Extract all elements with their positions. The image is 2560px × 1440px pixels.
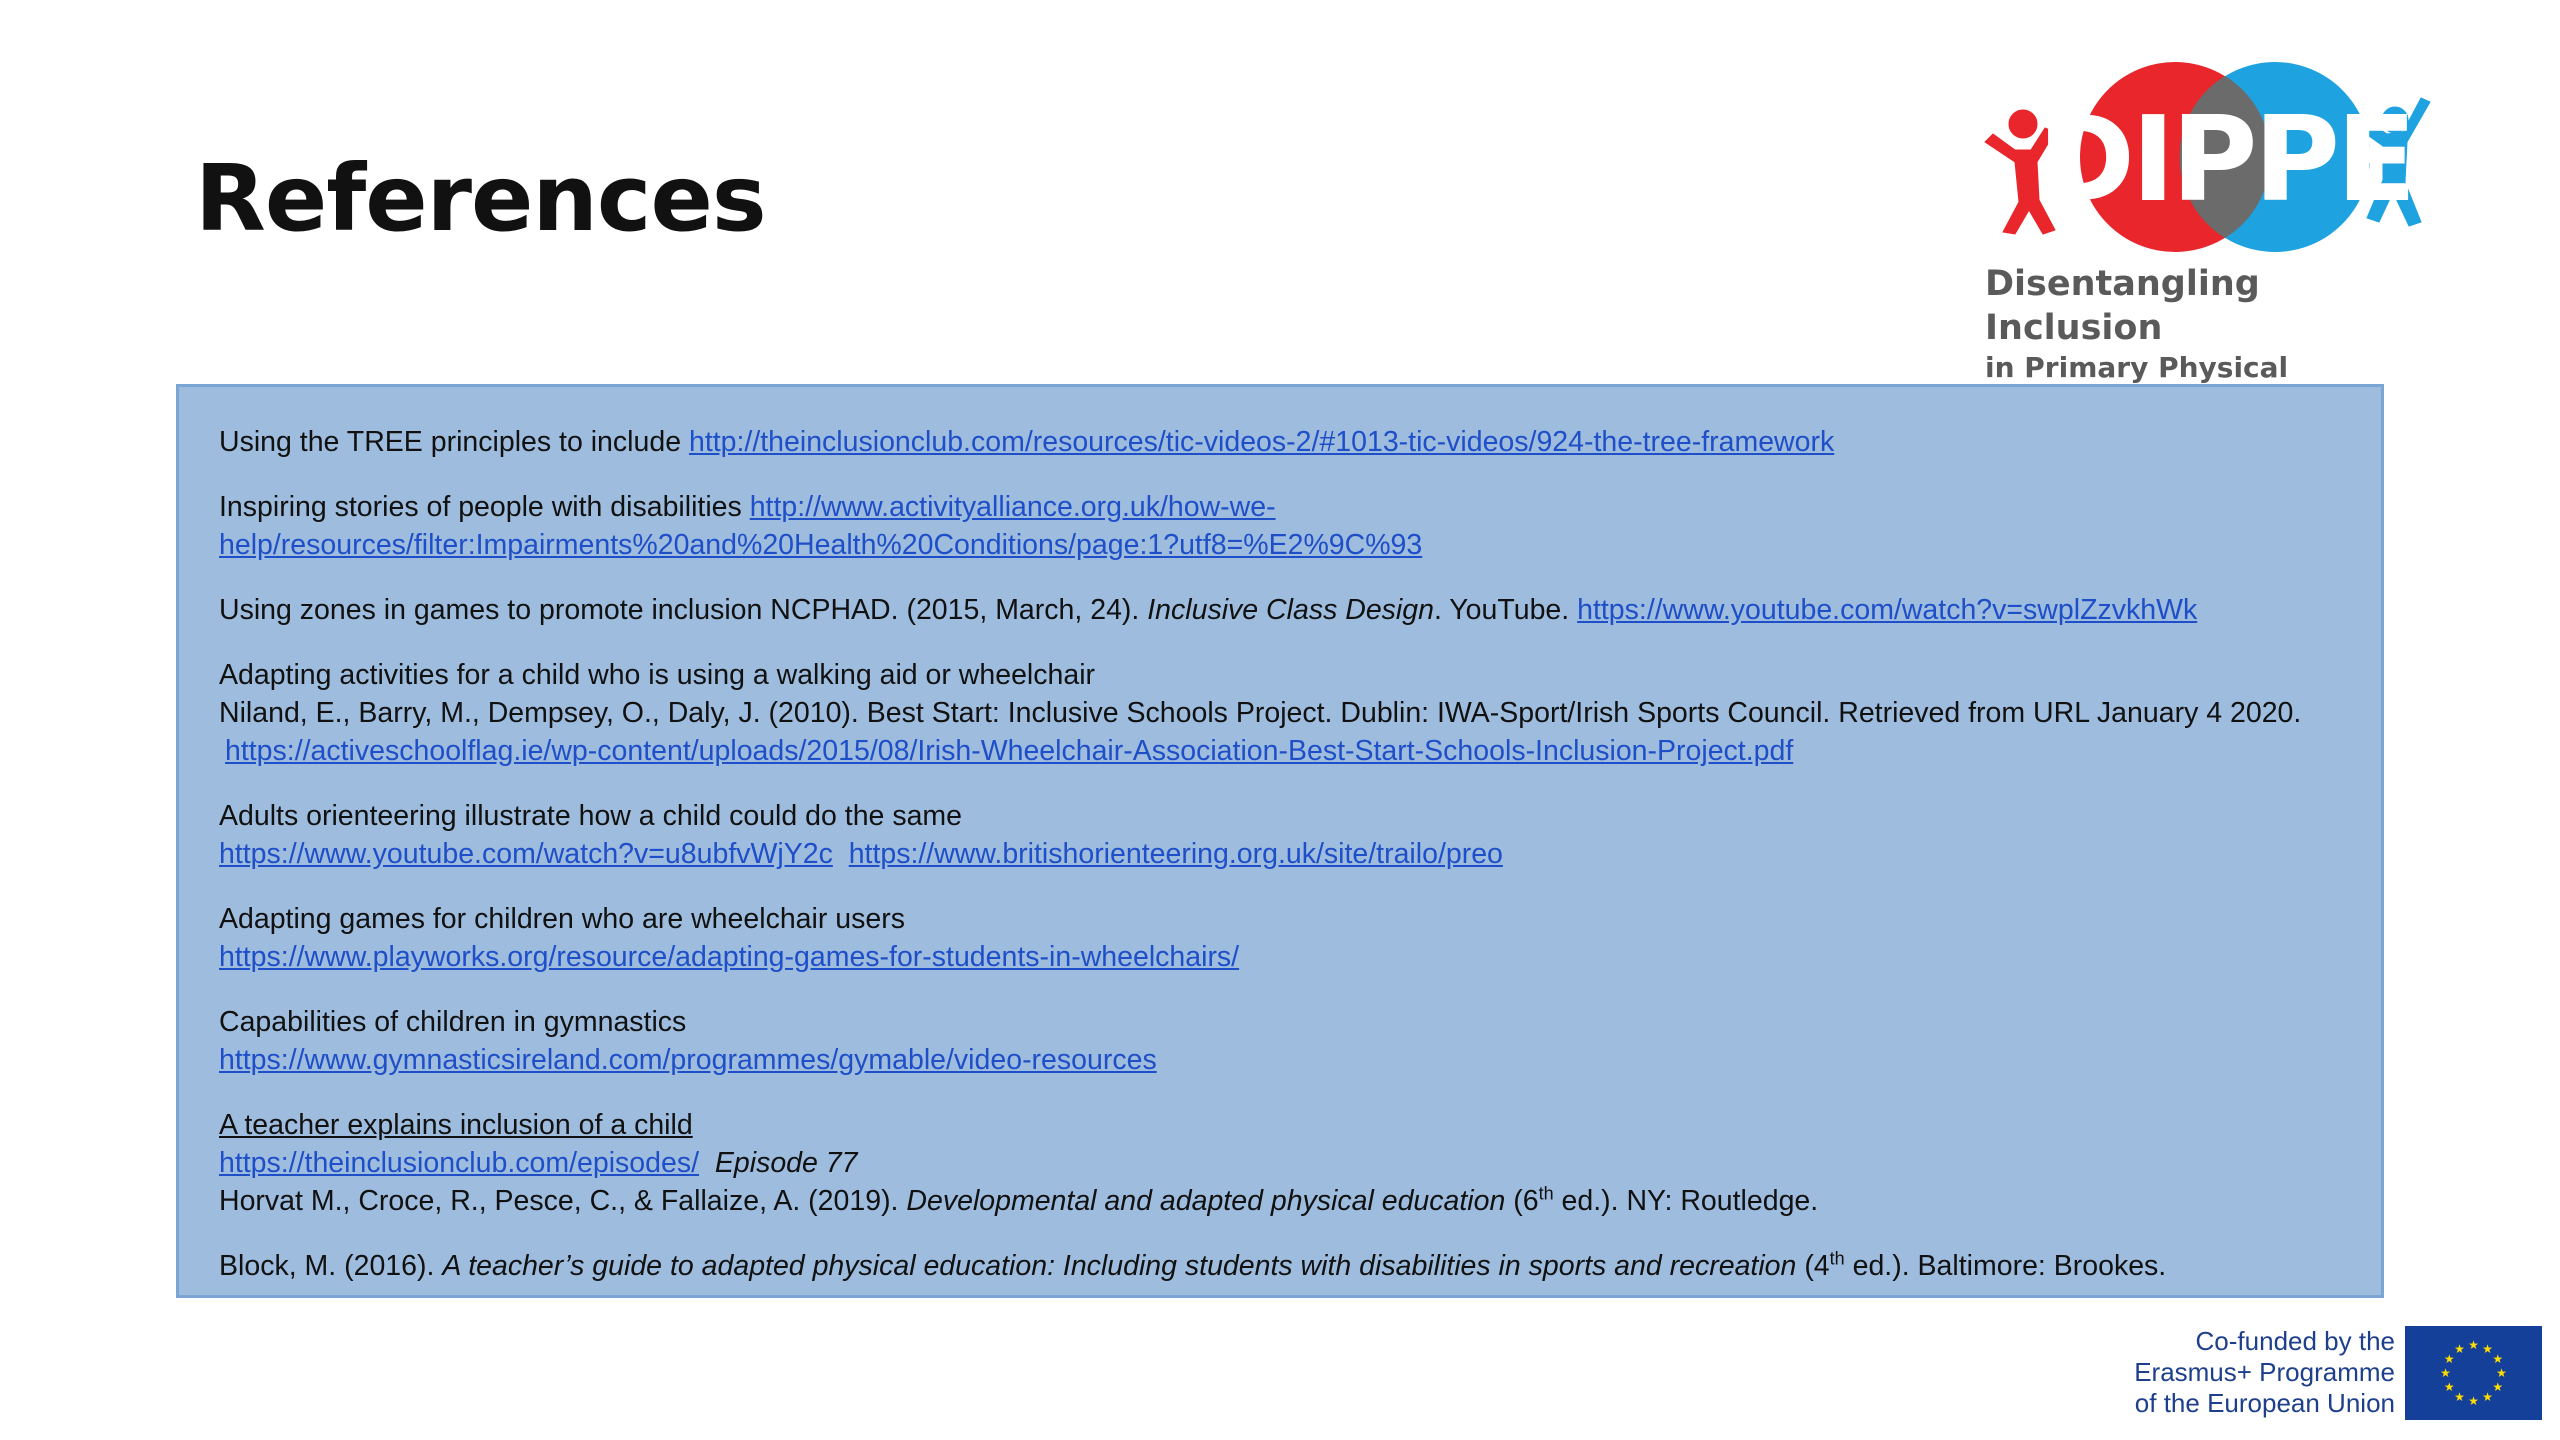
logo-wordmark: DIPPE [2037, 90, 2413, 228]
reference-title: Inclusive Class Design [1147, 594, 1434, 626]
reference-label: Adults orienteering illustrate how a child could do the same [219, 800, 963, 832]
eu-star-icon: ★ [2496, 1366, 2507, 1380]
reference-text: Block, M. (2016). [219, 1250, 435, 1282]
reference-item [219, 797, 2349, 873]
dippe-logo-mark [1975, 62, 2435, 262]
reference-link[interactable]: http://theinclusionclub.com/resources/tic-videos-2/#1013-tic-videos/924-the-tree-framework [688, 426, 1835, 458]
reference-title: Developmental and adapted physical education [906, 1185, 1506, 1217]
reference-link-continued[interactable]: help/resources/filter:Impairments%20and%20Health%20Conditions/page:1?utf8=%E2%9C%93 [219, 529, 1423, 561]
reference-text: (4 [1804, 1250, 1830, 1282]
reference-link[interactable]: http://www.activityalliance.org.uk/how-we- [749, 491, 1276, 523]
reference-label: A teacher explains inclusion of a child [219, 1109, 693, 1141]
reference-superscript: th [1538, 1183, 1554, 1204]
eu-star-icon: ★ [2468, 1338, 2479, 1352]
references-list [219, 423, 2349, 1312]
reference-link[interactable]: https://www.youtube.com/watch?v=u8ubfvWjY2c [219, 838, 833, 870]
reference-link[interactable]: https://activeschoolflag.ie/wp-content/uploads/2015/08/Irish-Wheelchair-Association-Best-Start-Schools-Inclusion-Project.pdf [225, 735, 1794, 767]
reference-citation: Niland, E., Barry, M., Dempsey, O., Daly, J. (2010). Best Start: Inclusive Schools Project. Dublin: IWA-Sport/Irish Sports Council. Retrieved from URL January 4 2020. [219, 697, 2302, 729]
eu-star-icon: ★ [2492, 1380, 2504, 1394]
reference-item [219, 1106, 2349, 1220]
eu-text-line3: of the European Union [2134, 1388, 2395, 1418]
reference-superscript: th [1829, 1248, 1845, 1269]
eu-star-icon: ★ [2454, 1341, 2465, 1356]
references-box [176, 384, 2384, 1298]
reference-link[interactable]: https://www.britishorienteering.org.uk/site/trailo/preo [848, 838, 1503, 870]
reference-label: Inspiring stories of people with disabilities [219, 491, 742, 523]
eu-text-line1: Co-funded by the [2195, 1326, 2395, 1356]
eu-star-icon: ★ [2492, 1352, 2504, 1366]
reference-item [219, 488, 2349, 564]
reference-text: . YouTube. [1433, 594, 1570, 626]
reference-label: Adapting activities for a child who is using a walking aid or wheelchair [219, 659, 1096, 691]
reference-link[interactable]: https://www.gymnasticsireland.com/programmes/gymable/video-resources [219, 1044, 1157, 1076]
reference-link[interactable]: https://www.playworks.org/resource/adapting-games-for-students-in-wheelchairs/ [219, 941, 1240, 973]
eu-star-icon: ★ [2443, 1380, 2455, 1394]
eu-star-icon: ★ [2443, 1352, 2455, 1366]
logo-tagline-line2: in Primary Physical [1985, 351, 2289, 384]
reference-link[interactable]: https://www.youtube.com/watch?v=swplZzvkhWk [1577, 594, 2198, 626]
reference-item [219, 423, 2349, 461]
reference-item [219, 1003, 2349, 1079]
eu-star-icon: ★ [2482, 1390, 2493, 1405]
eu-cofunded-text [2080, 1326, 2395, 1419]
eu-flag-icon [2405, 1326, 2542, 1420]
reference-label: Capabilities of children in gymnastics [219, 1006, 687, 1038]
logo-tagline-line1: Disentangling Inclusion [1985, 264, 2260, 348]
reference-text: Using zones in games to promote inclusion NCPHAD. (2015, March, 24). [219, 594, 1140, 626]
eu-star-icon: ★ [2468, 1394, 2479, 1408]
eu-text-line2: Erasmus+ Programme [2134, 1357, 2395, 1387]
eu-star-icon: ★ [2440, 1366, 2451, 1380]
reference-episode: Episode 77 [714, 1147, 858, 1179]
reference-text: ed.). Baltimore: Brookes. [1852, 1250, 2167, 1282]
reference-label: Adapting games for children who are wheelchair users [219, 903, 905, 935]
dippe-logo [1975, 62, 2435, 384]
reference-item [219, 591, 2349, 629]
eu-stars [2405, 1326, 2542, 1420]
reference-item [219, 656, 2349, 770]
reference-title: A teacher’s guide to adapted physical education: Including students with disabilities in sports and recreation [442, 1250, 1797, 1282]
reference-text: ed.). NY: Routledge. [1561, 1185, 1819, 1217]
page-title: References [195, 145, 766, 252]
reference-link[interactable]: https://theinclusionclub.com/episodes/ [219, 1147, 700, 1179]
reference-item [219, 1247, 2349, 1285]
reference-text: (6 [1513, 1185, 1539, 1217]
eu-star-icon: ★ [2482, 1341, 2493, 1356]
reference-item [219, 900, 2349, 976]
eu-star-icon: ★ [2454, 1390, 2465, 1405]
reference-label: Using the TREE principles to include [219, 426, 682, 458]
reference-text: Horvat M., Croce, R., Pesce, C., & Fallaize, A. (2019). [219, 1185, 899, 1217]
